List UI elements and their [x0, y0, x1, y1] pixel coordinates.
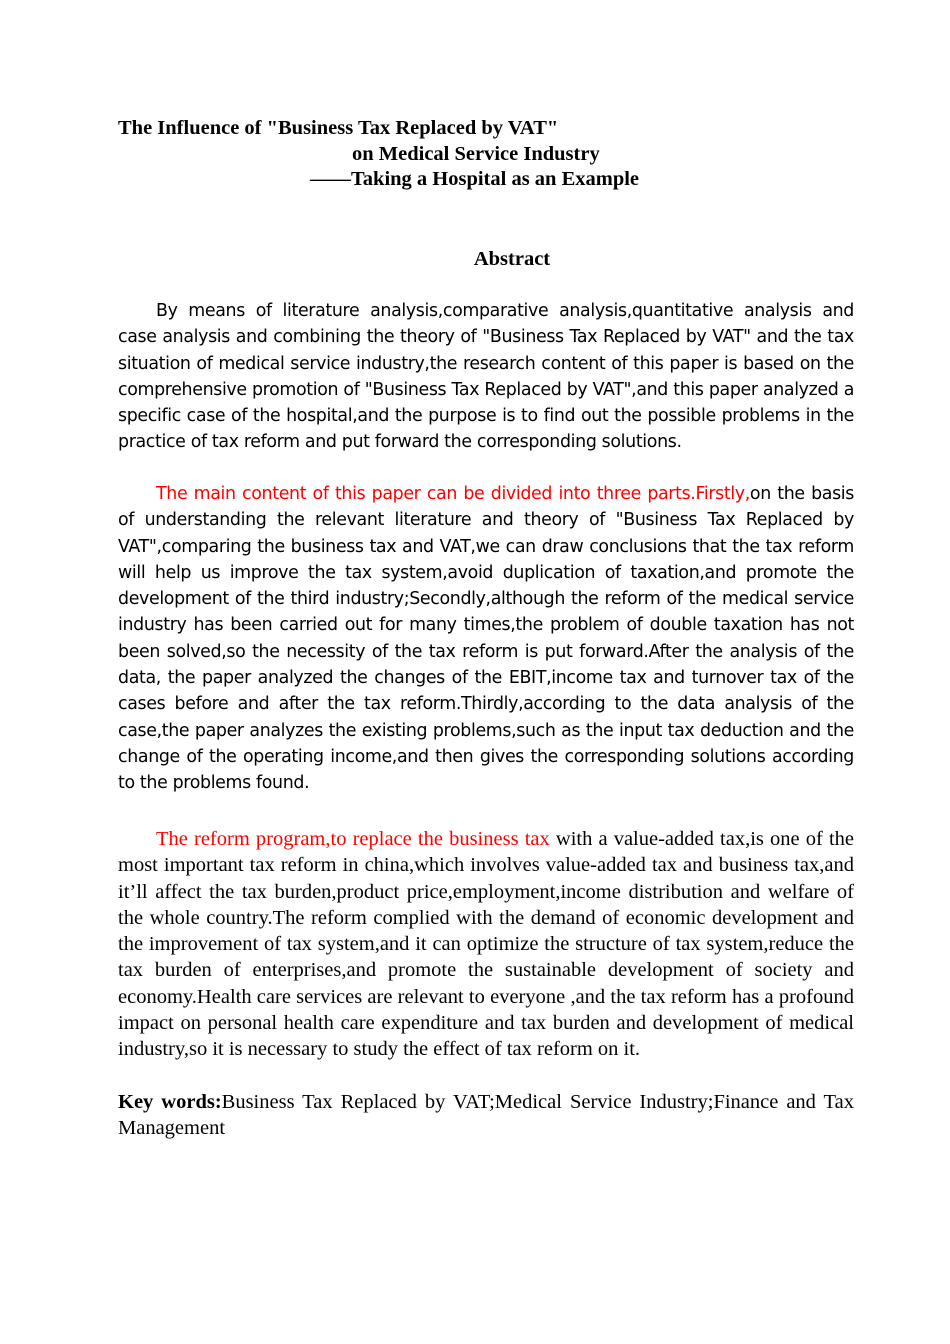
paragraph-3-highlight: The reform program,to replace the business tax [156, 828, 550, 850]
abstract-paragraph-1: By means of literature analysis,comparative analysis,quantitative analysis and case analysis and combining the theory of "Business Tax Replaced by VAT" and the tax situation of medical service industry,the research content of this paper is based on the comprehensive promotion of "Business Tax Replaced by VAT",and this paper analyzed a specific case of the hospital,and the purpose is to find out the possible problems in the practice of tax reform and put forward the corresponding solutions. [118, 301, 854, 453]
paragraph-3-rest: with a value-added tax,is one of the most important tax reform in china,which involves value-added tax and business tax,and it’ll affect the tax burden,product price,employment,income distribution and welfare of the whole country.The reform complied with the demand of economic development and the improvement of tax system,and it can optimize the structure of tax system,reduce the tax burden of enterprises,and promote the sustainable development of society and economy.Health care services are relevant to everyone ,and the tax reform has a profound impact on personal health care expenditure and tax burden and development of medical industry,so it is necessary to study the effect of tax reform on it. [118, 828, 855, 1061]
abstract-paragraph-2 [118, 481, 854, 797]
title-line-3: ——Taking a Hospital as an Example [310, 168, 640, 190]
paragraph-2-rest: on the basis of understanding the relevant literature and theory of "Business Tax Replaced by VAT",comparing the business tax and VAT,we can draw conclusions that the tax reform will help us improve the tax system,avoid duplication of taxation,and promote the development of the third industry;Secondly,although the reform of the medical service industry has been carried out for many times,the problem of double taxation has not been solved,so the necessity of the tax reform is put forward.After the analysis of the data, the paper analyzed the changes of the EBIT,income tax and turnover tax of the cases before and after the tax reform.Thirdly,according to the data analysis of the case,the paper analyzes the existing problems,such as the input tax deduction and the change of the operating income,and then gives the corresponding solutions according to the problems found. [118, 484, 854, 794]
abstract-paragraph-3 [118, 826, 854, 1063]
paragraph-2-highlight: The main content of this paper can be divided into three parts.Firstly, [156, 484, 750, 504]
keywords-text: Business Tax Replaced by VAT;Medical Service Industry;Finance and Tax Management [118, 1091, 854, 1140]
title-line-1: The Influence of "Business Tax Replaced by VAT" [118, 117, 559, 139]
keywords-paragraph [118, 1089, 854, 1142]
title-line-2: on Medical Service Industry [352, 143, 600, 165]
abstract-heading: Abstract [473, 248, 551, 270]
keywords-label: Key words: [118, 1091, 222, 1113]
